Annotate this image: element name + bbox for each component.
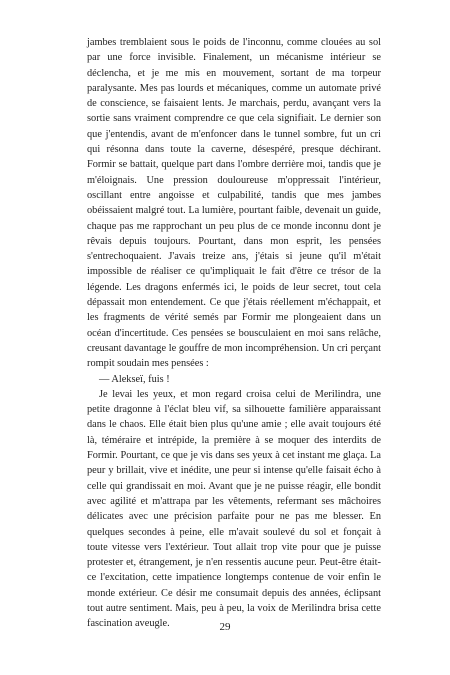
body-text bbox=[87, 35, 381, 632]
page-number: 29 bbox=[219, 621, 231, 633]
dialogue-line: — Alekseï, fuis ! bbox=[99, 373, 170, 385]
paragraph-3: Je levai les yeux, et mon regard croisa celui de Merilindra, une petite dragonne à l'éclat bleu vif, sa silhouette familière apparaissant dans le chaos. Elle était bien plus qu'une amie ; elle avait toujours été là, téméraire et intrépide, la première à se moquer des interdits de Formir. Pourtant, ce que je vis dans ses yeux à cet instant me glaça. La peur y brillait, vive et inédite, une peur si intense qu'elle faisait écho à celle qui grandissait en moi. Avant que je ne puisse réagir, elle bondit avec agilité et m'attrapa par les vêtements, refermant ses mâchoires délicates avec une précision parfaite pour ne pas me blesser. En quelques secondes à peine, elle m'avait soulevé du sol et fonçait à toute vitesse vers l'extérieur. Tout allait trop vite pour que je puisse protester et, étrangement, je n'en ressentis aucune peur. Peut-être était-ce l'excitation, cette impatience longtemps contenue de voir enfin le monde extérieur. Ce désir me consumait depuis des années, éclipsant tout autre sentiment. Mais, peu à peu, la voix de Merilindra brisa cette fascination aveugle. bbox=[87, 388, 381, 630]
paragraph-1: jambes tremblaient sous le poids de l'inconnu, comme clouées au sol par une force invisible. Finalement, un mécanisme intérieur se déclencha, et je me mis en mouvement, sortant de ma torpeur paralysante. Mes pas lourds et mécaniques, comme un automate privé de conscience, se faisaient lents. Je marchais, perdu, avançant vers la sortie sans vraiment comprendre ce que cela signifiait. Le dernier son que j'entendis, avant de m'enfoncer dans le tunnel sombre, fut un cri qui résonna dans toute la caverne, désespéré, presque déchirant. Formir se battait, quelque part dans l'ombre derrière moi, tandis que je m'éloignais. Une pression douloureuse m'oppressait l'intérieur, oscillant entre angoisse et culpabilité, tandis que mes jambes obéissaient malgré tout. La lumière, pourtant faible, devenait un guide, chaque pas me rapprochant un peu plus de ce monde inconnu dont je rêvais depuis toujours. Pourtant, dans mon esprit, les pensées s'entrechoquaient. J'avais treize ans, j'étais si jeune qu'il m'était impossible de réaliser ce qu'impliquait le fait d'être ce trésor de la légende. Les dragons enfermés ici, le poids de leur secret, tout cela dépassait mon entendement. Ce que j'étais réellement m'échappait, et les fragments de vérité semés par Formir me plongeaient dans un océan d'incertitude. Ces pensées se bousculaient en moi sans relâche, creusant davantage le gouffre de mon incompréhension. Un cri perçant rompit soudain mes pensées : bbox=[87, 37, 381, 370]
